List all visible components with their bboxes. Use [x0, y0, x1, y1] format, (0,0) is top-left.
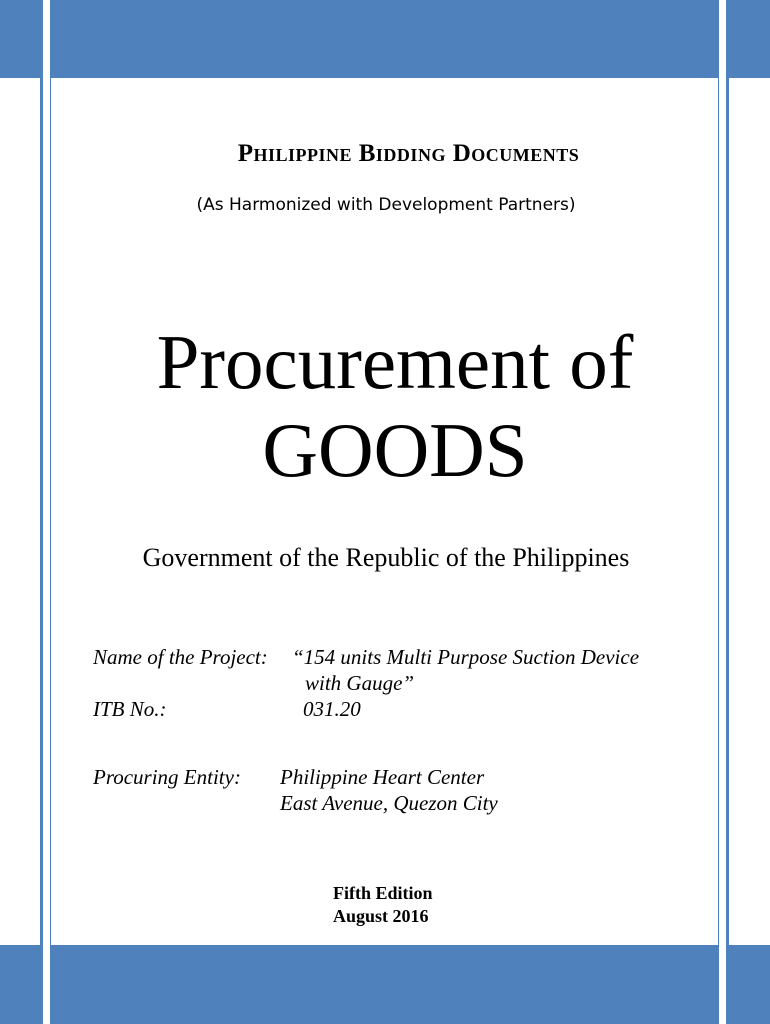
itb-value: 031.20 — [303, 697, 361, 721]
project-label: Name of the Project: — [93, 645, 268, 669]
entity-label: Procuring Entity: — [93, 765, 241, 789]
project-value-line2: with Gauge” — [305, 671, 415, 695]
entity-value-line1: Philippine Heart Center — [280, 765, 485, 789]
document-title — [0, 318, 770, 494]
edition-date: August 2016 — [333, 906, 429, 926]
top-color-band — [0, 0, 770, 78]
project-value-line1: “154 units Multi Purpose Suction Device — [292, 645, 640, 669]
series-subtitle: (As Harmonized with Development Partners) — [196, 195, 576, 215]
document-title-line1: Procurement of — [156, 319, 634, 405]
itb-label: ITB No.: — [93, 697, 167, 721]
document-title-line2: GOODS — [262, 407, 528, 493]
edition-block — [333, 882, 433, 928]
bottom-color-band — [0, 945, 770, 1024]
entity-value-line2: East Avenue, Quezon City — [280, 791, 498, 815]
series-title: Philippine Bidding Documents — [237, 140, 580, 167]
government-name: Government of the Republic of the Philippines — [142, 543, 630, 572]
edition-label: Fifth Edition — [333, 883, 433, 903]
